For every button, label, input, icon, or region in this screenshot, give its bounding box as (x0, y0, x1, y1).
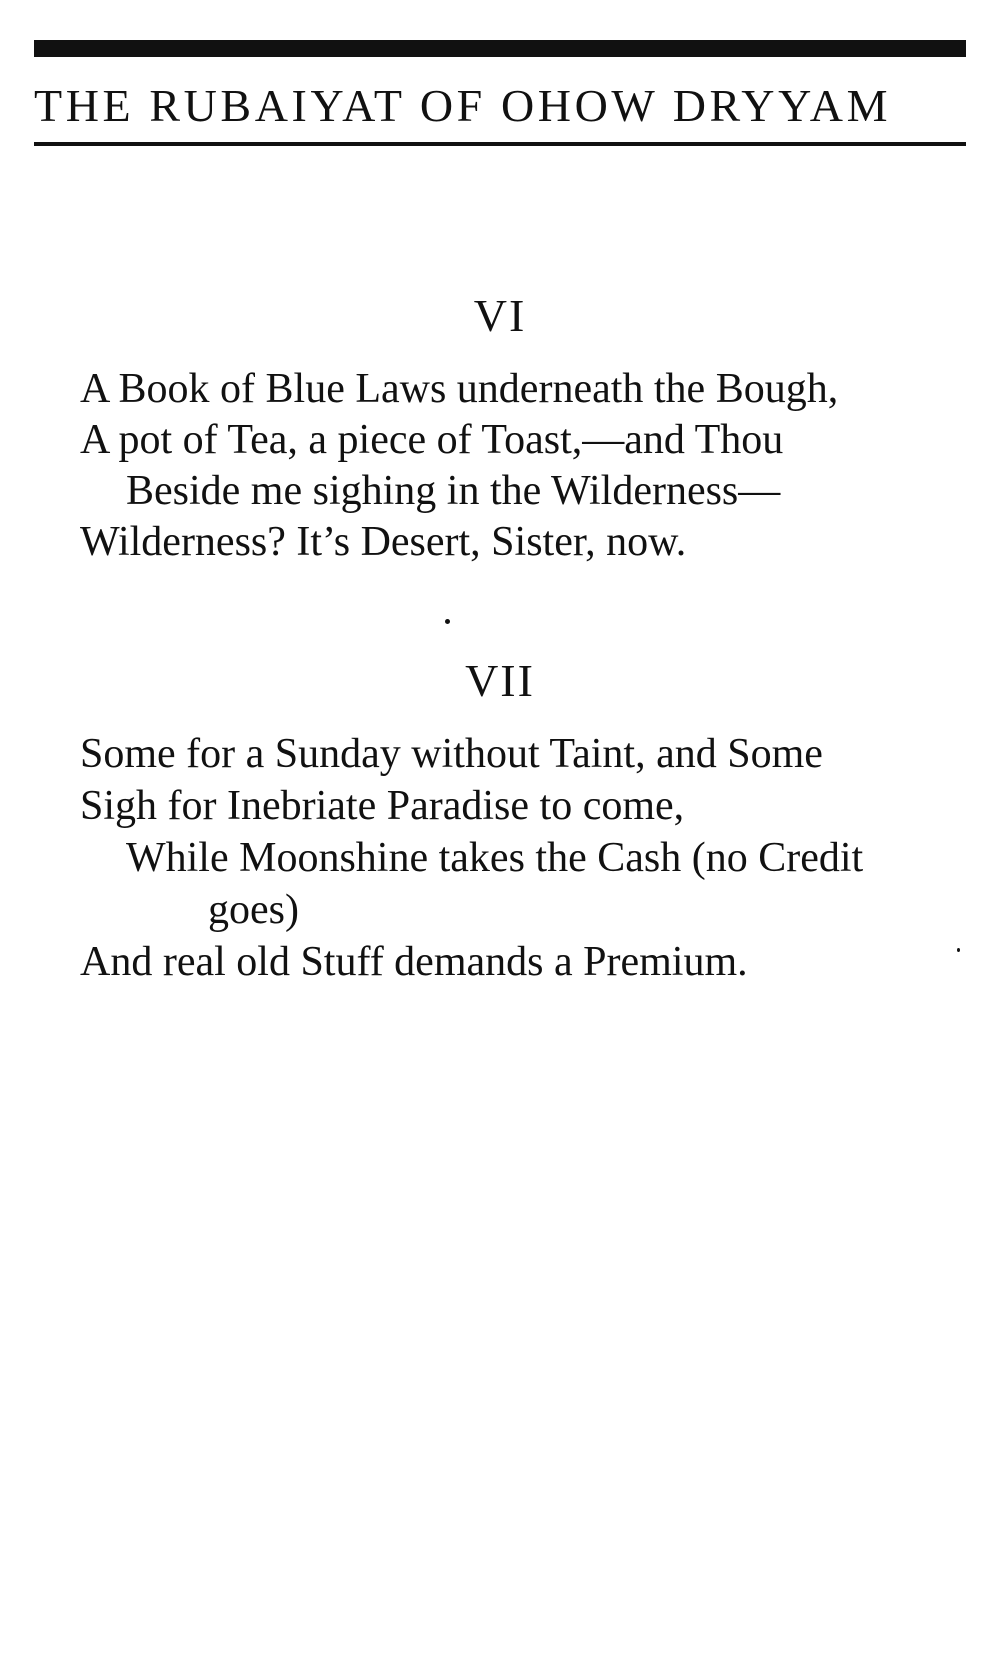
stanza-vii-line-3: While Moonshine takes the Cash (no Credit (126, 835, 864, 881)
stanza-vii-line-4: And real old Stuff demands a Premium. (80, 939, 748, 985)
stanza-vii-line-3-continuation: goes) (208, 887, 299, 933)
stanza-number-vi: VI (473, 290, 527, 341)
stanza-vi-line-3: Beside me sighing in the Wilderness— (126, 468, 781, 514)
top-thick-rule (34, 40, 966, 57)
print-speck (445, 619, 450, 624)
running-title: THE RUBAIYAT OF OHOW DRYYAM (34, 80, 892, 131)
stanza-vi-line-2: A pot of Tea, a piece of Toast,—and Thou (80, 417, 784, 463)
stanza-vi-line-1: A Book of Blue Laws underneath the Bough, (80, 366, 839, 412)
stanza-vii-line-1: Some for a Sunday without Taint, and Some (80, 731, 823, 777)
print-speck (957, 948, 960, 952)
stanza-vi-line-4: Wilderness? It’s Desert, Sister, now. (80, 519, 687, 565)
header-rule (34, 142, 966, 146)
stanza-number-vii: VII (465, 655, 535, 706)
stanza-vii-line-2: Sigh for Inebriate Paradise to come, (80, 783, 685, 829)
